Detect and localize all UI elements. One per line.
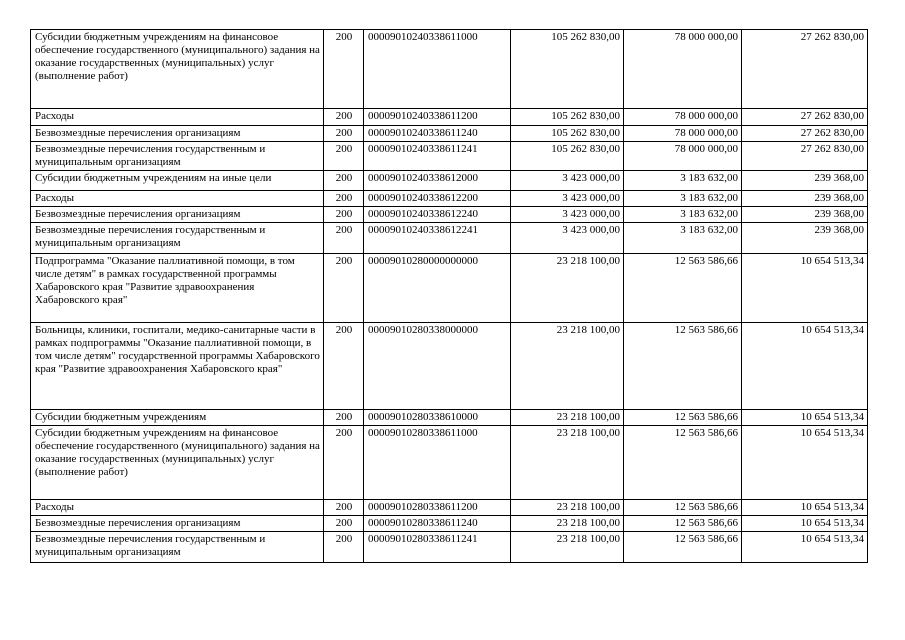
row-remaining-amount-cell: 239 368,00	[742, 171, 868, 191]
row-executed-amount-cell: 12 563 586,66	[624, 410, 742, 426]
row-name-cell: Безвозмездные перечисления государственным и муниципальным организациям	[31, 532, 324, 563]
row-ved-cell: 200	[324, 109, 364, 126]
row-executed-amount-cell: 12 563 586,66	[624, 516, 742, 532]
row-ved-cell: 200	[324, 254, 364, 323]
row-remaining-amount-cell: 239 368,00	[742, 223, 868, 254]
table-row	[31, 126, 868, 142]
row-assigned-amount-cell: 105 262 830,00	[511, 109, 624, 126]
row-ved-cell: 200	[324, 142, 364, 171]
row-assigned-amount-cell: 3 423 000,00	[511, 171, 624, 191]
row-code-cell: 00009010280338611240	[364, 516, 511, 532]
row-remaining-amount-cell: 10 654 513,34	[742, 426, 868, 500]
row-code-cell: 00009010240338611000	[364, 30, 511, 109]
row-assigned-amount-cell: 23 218 100,00	[511, 500, 624, 516]
row-name-cell: Безвозмездные перечисления организациям	[31, 207, 324, 223]
row-remaining-amount-cell: 10 654 513,34	[742, 500, 868, 516]
table-row	[31, 532, 868, 563]
row-ved-cell: 200	[324, 532, 364, 563]
row-assigned-amount-cell: 23 218 100,00	[511, 532, 624, 563]
table-row	[31, 207, 868, 223]
row-name-cell: Безвозмездные перечисления организациям	[31, 516, 324, 532]
row-code-cell: 00009010240338611241	[364, 142, 511, 171]
row-name-cell: Расходы	[31, 191, 324, 207]
row-ved-cell: 200	[324, 191, 364, 207]
row-name-cell: Безвозмездные перечисления организациям	[31, 126, 324, 142]
budget-execution-table	[30, 29, 868, 563]
row-name-cell: Субсидии бюджетным учреждениям на финансовое обеспечение государственного (муниципального) задания на оказание государственных (муниципальных) услуг (выполнение работ)	[31, 426, 324, 500]
row-remaining-amount-cell: 27 262 830,00	[742, 142, 868, 171]
row-name-cell: Подпрограмма "Оказание паллиативной помощи, в том числе детям" в рамках государственной программы Хабаровского края "Развитие здравоохранения Хабаровского края"	[31, 254, 324, 323]
row-code-cell: 00009010240338611240	[364, 126, 511, 142]
row-ved-cell: 200	[324, 126, 364, 142]
row-executed-amount-cell: 78 000 000,00	[624, 126, 742, 142]
row-code-cell: 00009010240338612200	[364, 191, 511, 207]
row-ved-cell: 200	[324, 323, 364, 410]
row-ved-cell: 200	[324, 516, 364, 532]
table-row	[31, 30, 868, 109]
row-assigned-amount-cell: 105 262 830,00	[511, 142, 624, 171]
row-assigned-amount-cell: 3 423 000,00	[511, 223, 624, 254]
row-executed-amount-cell: 12 563 586,66	[624, 532, 742, 563]
table-body	[31, 30, 868, 563]
row-name-cell: Больницы, клиники, госпитали, медико-санитарные части в рамках подпрограммы "Оказание паллиативной помощи, в том числе детям" государственной программы Хабаровского края "Развитие здравоохранения Хабаровского края"	[31, 323, 324, 410]
row-remaining-amount-cell: 27 262 830,00	[742, 126, 868, 142]
row-code-cell: 00009010280338610000	[364, 410, 511, 426]
row-executed-amount-cell: 12 563 586,66	[624, 323, 742, 410]
table-row	[31, 171, 868, 191]
row-executed-amount-cell: 78 000 000,00	[624, 109, 742, 126]
row-code-cell: 00009010280338000000	[364, 323, 511, 410]
row-assigned-amount-cell: 23 218 100,00	[511, 254, 624, 323]
table-row	[31, 254, 868, 323]
row-code-cell: 00009010280338611241	[364, 532, 511, 563]
row-ved-cell: 200	[324, 223, 364, 254]
row-assigned-amount-cell: 105 262 830,00	[511, 126, 624, 142]
row-code-cell: 00009010240338611200	[364, 109, 511, 126]
row-remaining-amount-cell: 239 368,00	[742, 207, 868, 223]
row-remaining-amount-cell: 10 654 513,34	[742, 254, 868, 323]
table-row	[31, 426, 868, 500]
row-name-cell: Безвозмездные перечисления государственным и муниципальным организациям	[31, 223, 324, 254]
table-row	[31, 516, 868, 532]
table-row	[31, 223, 868, 254]
row-assigned-amount-cell: 23 218 100,00	[511, 516, 624, 532]
row-executed-amount-cell: 12 563 586,66	[624, 254, 742, 323]
row-name-cell: Субсидии бюджетным учреждениям на иные цели	[31, 171, 324, 191]
row-remaining-amount-cell: 10 654 513,34	[742, 410, 868, 426]
row-name-cell: Субсидии бюджетным учреждениям на финансовое обеспечение государственного (муниципального) задания на оказание государственных (муниципальных) услуг (выполнение работ)	[31, 30, 324, 109]
row-name-cell: Расходы	[31, 500, 324, 516]
row-executed-amount-cell: 78 000 000,00	[624, 30, 742, 109]
row-name-cell: Безвозмездные перечисления государственным и муниципальным организациям	[31, 142, 324, 171]
row-assigned-amount-cell: 23 218 100,00	[511, 426, 624, 500]
row-name-cell: Расходы	[31, 109, 324, 126]
row-executed-amount-cell: 3 183 632,00	[624, 171, 742, 191]
row-executed-amount-cell: 78 000 000,00	[624, 142, 742, 171]
row-remaining-amount-cell: 27 262 830,00	[742, 30, 868, 109]
row-remaining-amount-cell: 10 654 513,34	[742, 516, 868, 532]
row-assigned-amount-cell: 105 262 830,00	[511, 30, 624, 109]
row-code-cell: 00009010280338611200	[364, 500, 511, 516]
row-code-cell: 00009010280338611000	[364, 426, 511, 500]
row-remaining-amount-cell: 10 654 513,34	[742, 532, 868, 563]
table-row	[31, 142, 868, 171]
row-ved-cell: 200	[324, 30, 364, 109]
row-ved-cell: 200	[324, 426, 364, 500]
row-executed-amount-cell: 3 183 632,00	[624, 223, 742, 254]
row-ved-cell: 200	[324, 171, 364, 191]
row-executed-amount-cell: 3 183 632,00	[624, 207, 742, 223]
row-executed-amount-cell: 3 183 632,00	[624, 191, 742, 207]
row-executed-amount-cell: 12 563 586,66	[624, 500, 742, 516]
table-row	[31, 109, 868, 126]
row-code-cell: 00009010240338612000	[364, 171, 511, 191]
row-remaining-amount-cell: 239 368,00	[742, 191, 868, 207]
row-code-cell: 00009010240338612241	[364, 223, 511, 254]
row-assigned-amount-cell: 23 218 100,00	[511, 410, 624, 426]
row-remaining-amount-cell: 10 654 513,34	[742, 323, 868, 410]
row-name-cell: Субсидии бюджетным учреждениям	[31, 410, 324, 426]
row-assigned-amount-cell: 3 423 000,00	[511, 207, 624, 223]
table-row	[31, 323, 868, 410]
row-ved-cell: 200	[324, 410, 364, 426]
row-assigned-amount-cell: 23 218 100,00	[511, 323, 624, 410]
row-ved-cell: 200	[324, 207, 364, 223]
row-executed-amount-cell: 12 563 586,66	[624, 426, 742, 500]
row-ved-cell: 200	[324, 500, 364, 516]
table-row	[31, 500, 868, 516]
row-assigned-amount-cell: 3 423 000,00	[511, 191, 624, 207]
table-row	[31, 191, 868, 207]
table-row	[31, 410, 868, 426]
row-code-cell: 00009010240338612240	[364, 207, 511, 223]
row-code-cell: 00009010280000000000	[364, 254, 511, 323]
row-remaining-amount-cell: 27 262 830,00	[742, 109, 868, 126]
